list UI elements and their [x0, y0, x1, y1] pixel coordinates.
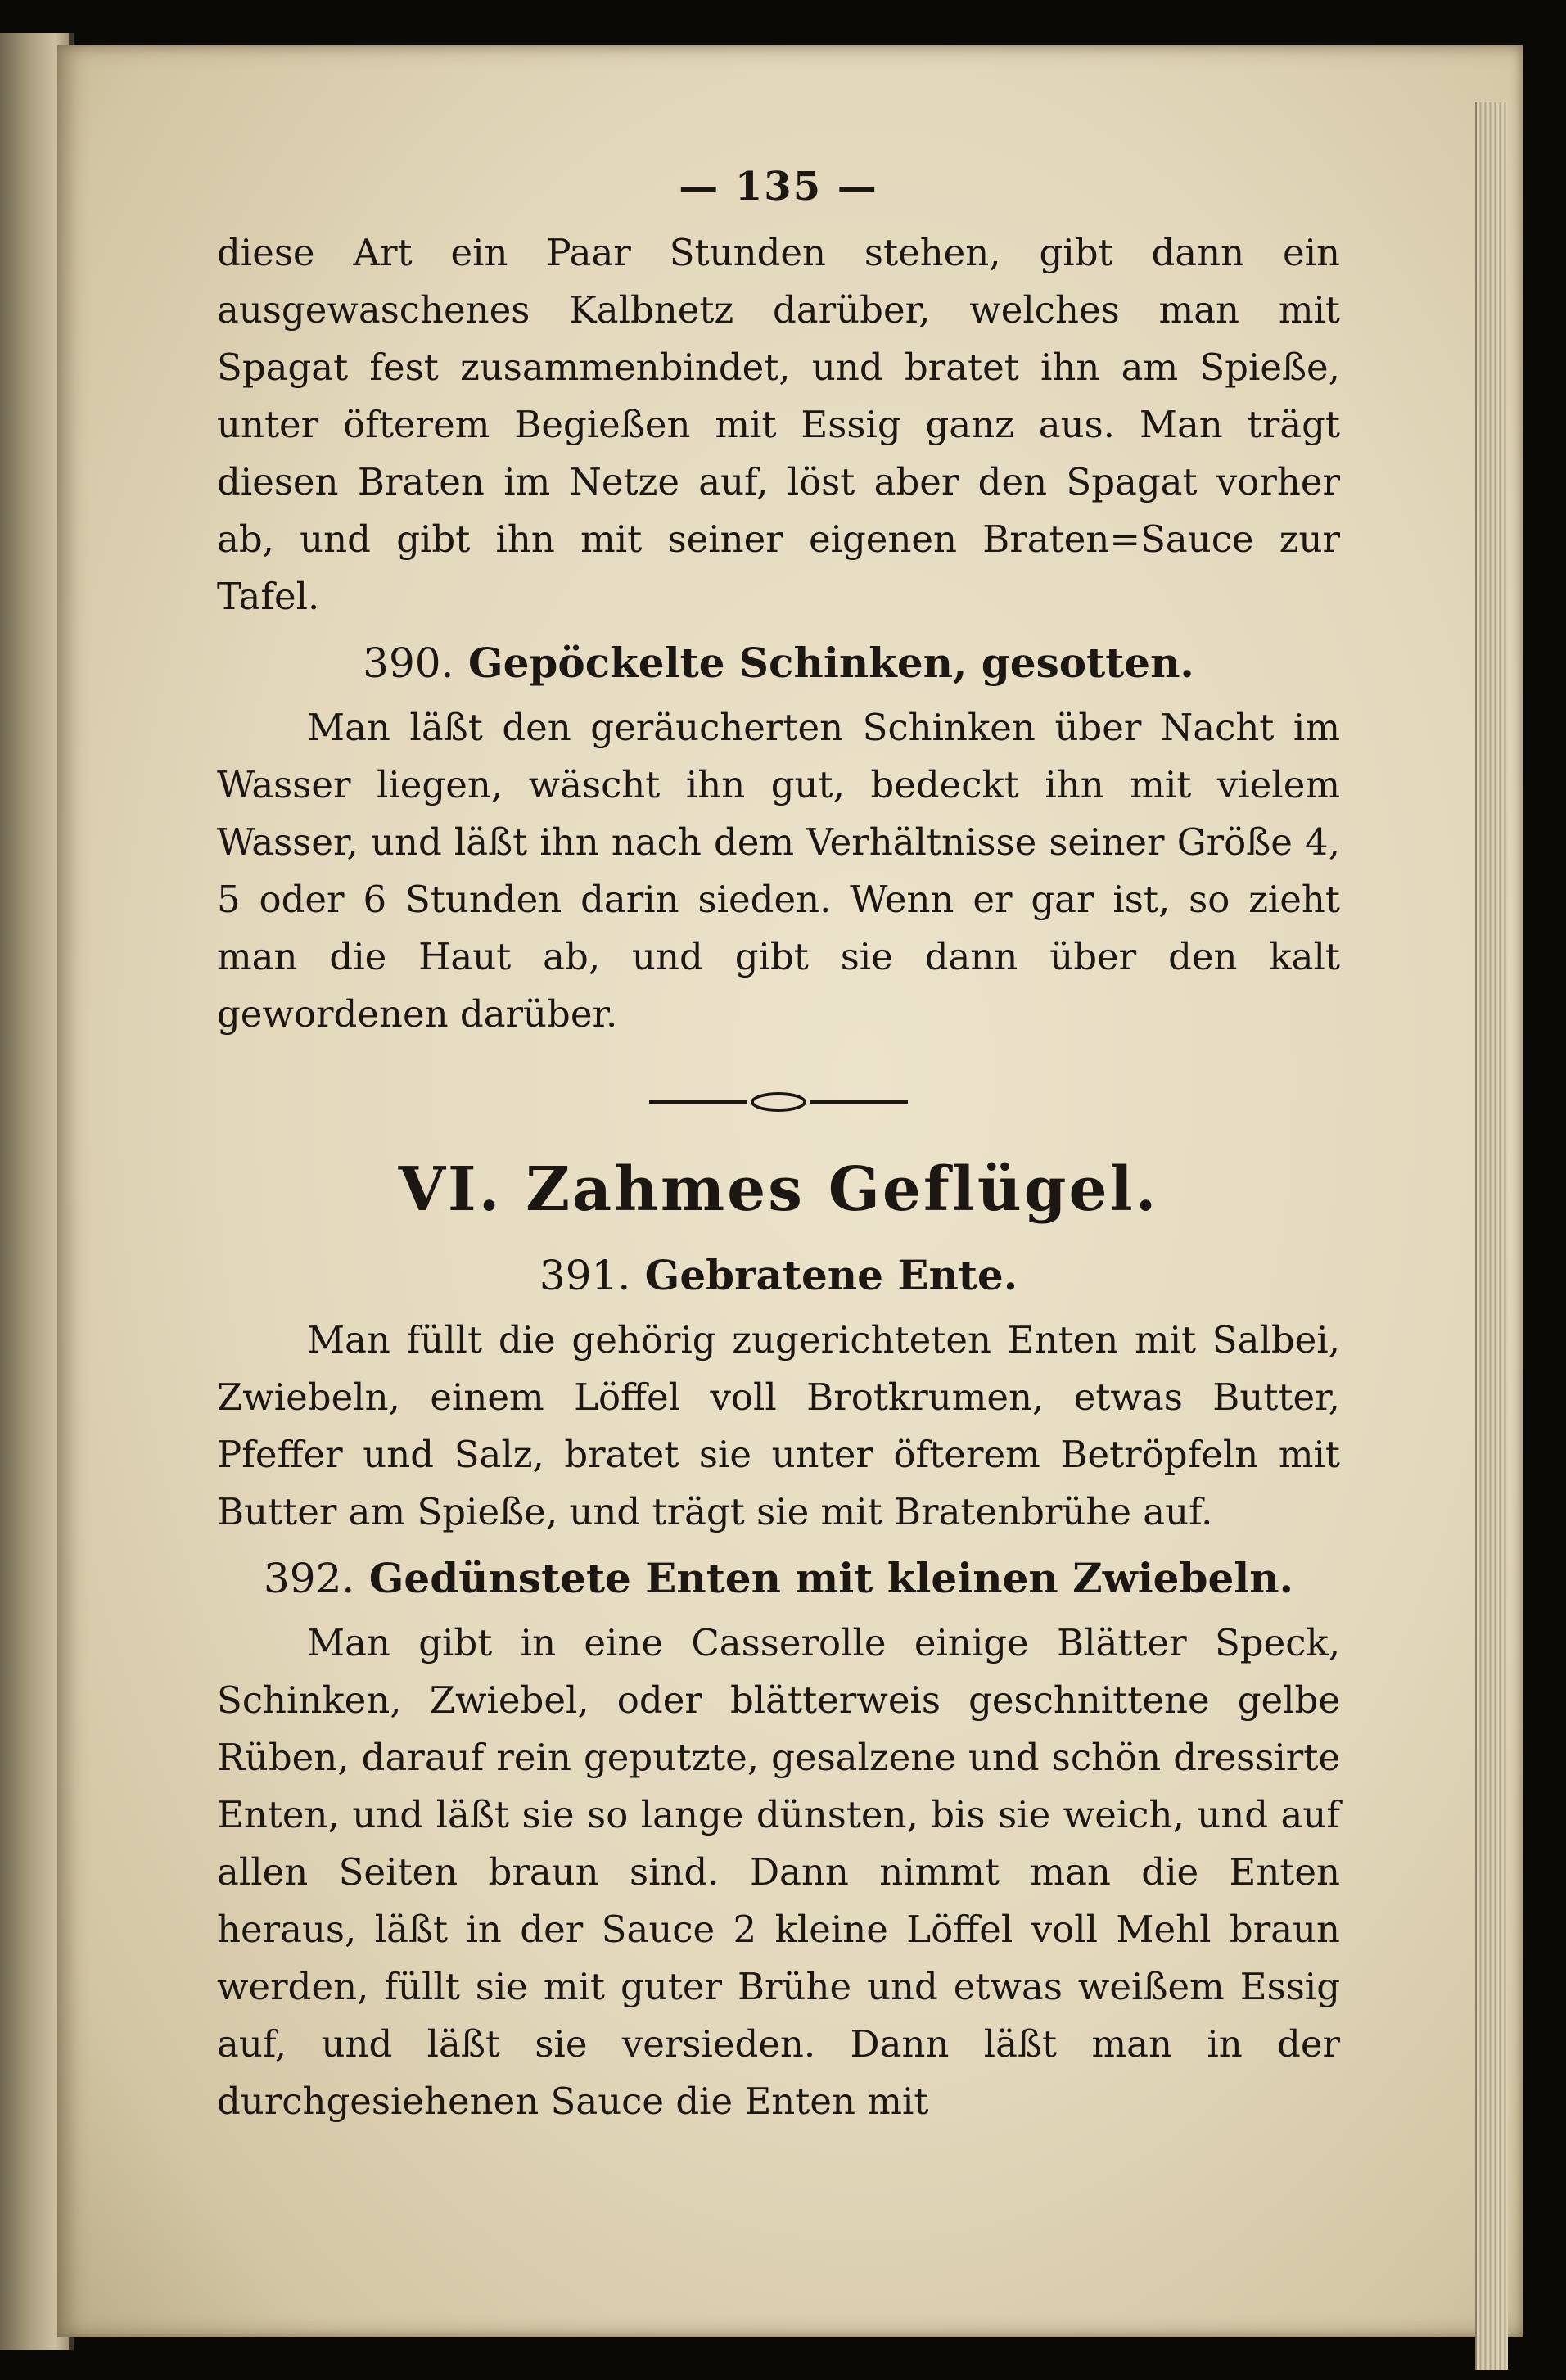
- recipe-390-heading: [217, 630, 1340, 696]
- recipe-392-title: Gedünstete Enten mit kleinen Zwiebeln.: [368, 1554, 1294, 1602]
- recipe-391-body: Man füllt die gehörig zugerichteten Enten mit Salbei, Zwiebeln, einem Löffel voll Brotkrumen, etwas Butter, Pfeffer und Salz, bratet sie unter öfterem Betröpfeln mit Butter am Spieße, und trägt sie mit Bratenbrühe auf.: [217, 1318, 1340, 1533]
- divider-line-right: [810, 1100, 908, 1104]
- page-number: — 135 —: [679, 164, 878, 210]
- recipe-390-number: 390.: [363, 639, 454, 687]
- recipe-392-number: 392.: [263, 1555, 355, 1602]
- divider-ornament: [751, 1092, 806, 1112]
- recipe-390-body: Man läßt den geräucherten Schinken über Nacht im Wasser liegen, wäscht ihn gut, bedeckt ihn mit vielem Wasser, und läßt ihn nach dem Verhältnisse seiner Größe 4, 5 oder 6 Stunden darin sieden. Wenn er gar ist, so zieht man die Haut ab, und gibt sie dann über den kalt gewordenen darüber.: [217, 706, 1340, 1036]
- recipe-392-body: Man gibt in eine Casserolle einige Blätter Speck, Schinken, Zwiebel, oder blätterweis geschnittene gelbe Rüben, darauf rein geputzte, gesalzene und schön dressirte Enten, und läßt sie so lange dünsten, bis sie weich, und auf allen Seiten braun sind. Dann nimmt man die Enten heraus, läßt in der Sauce 2 kleine Löffel voll Mehl braun werden, füllt sie mit guter Brühe und etwas weißem Essig auf, und läßt sie versieden. Dann läßt man in der durchgesiehenen Sauce die Enten mit: [217, 1621, 1340, 2123]
- section-divider: [217, 1092, 1340, 1112]
- intro-paragraph: diese Art ein Paar Stunden stehen, gibt dann ein ausgewaschenes Kalbnetz darüber, welches man mit Spagat fest zusammenbindet, und bratet ihn am Spieße, unter öfterem Begießen mit Essig ganz aus. Man trägt diesen Braten im Netze auf, löst aber den Spagat vorher ab, und gibt ihn mit seiner eigenen Braten=Sauce zur Tafel.: [217, 231, 1340, 618]
- recipe-391-title: Gebratene Ente.: [644, 1251, 1018, 1299]
- recipe-390-title: Gepöckelte Schinken, gesotten.: [467, 639, 1194, 687]
- page-stack-edge: [1475, 102, 1508, 2370]
- recipe-391-number: 391.: [539, 1252, 631, 1299]
- chapter-title: VI. Zahmes Geflügel.: [398, 1154, 1159, 1225]
- page-text: [217, 164, 1340, 2130]
- recipe-392-heading: [217, 1546, 1340, 1611]
- recipe-391-heading: [217, 1243, 1340, 1308]
- divider-line-left: [649, 1100, 747, 1104]
